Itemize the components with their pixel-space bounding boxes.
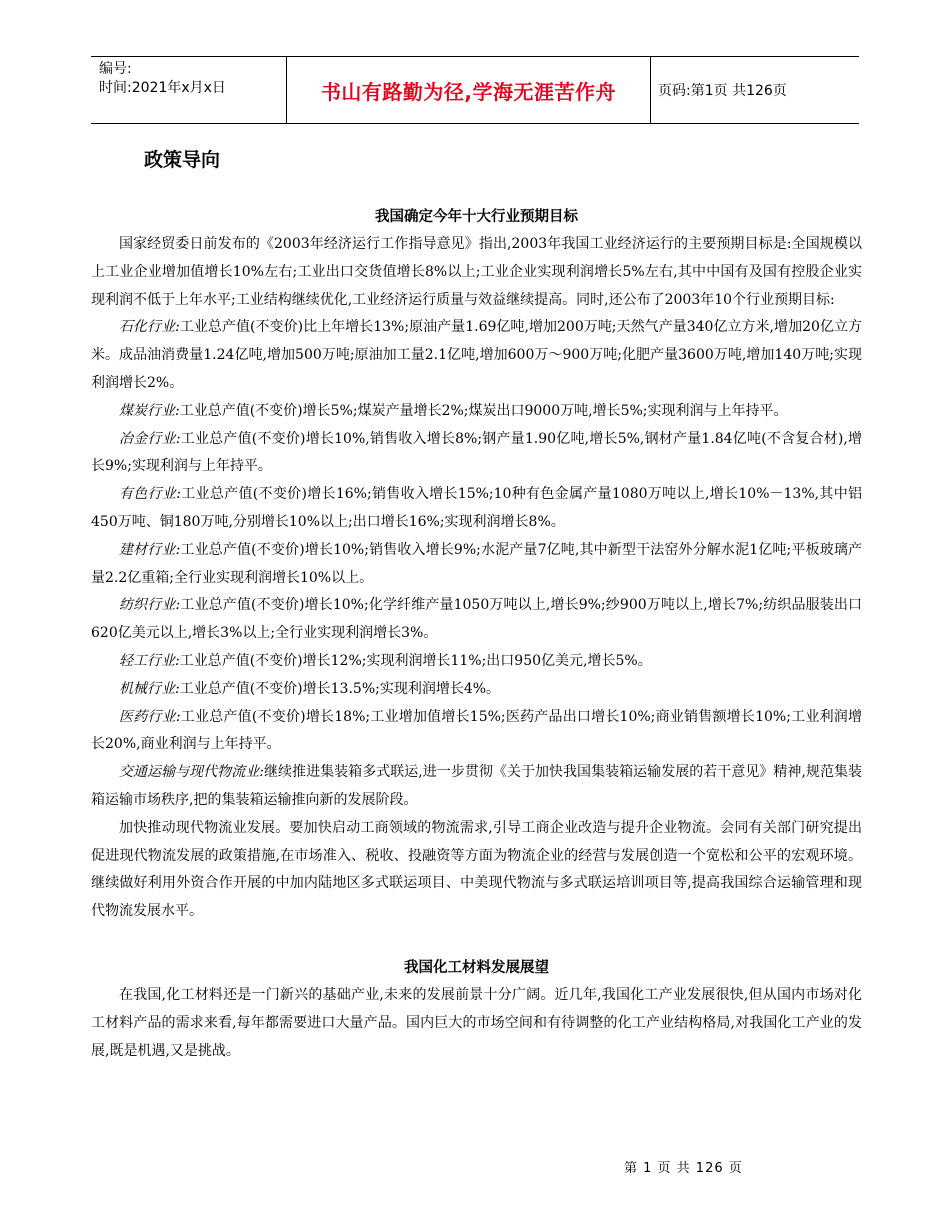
industry-text: 工业总产值(不变价)比上年增长13%;原油产量1.69亿吨,增加200万吨;天然气产量340亿立方米,增加20亿立方米。成品油消费量1.24亿吨,增加500万吨;原油加工量2.1亿吨,增加600万～900万吨;化肥产量3600万吨,增加140万吨;实现利润增长2%。 — [91, 319, 862, 391]
industry-name: 石化行业: — [119, 319, 180, 336]
industry-name: 医药行业: — [119, 708, 181, 725]
industry-paragraph — [91, 314, 862, 397]
serial-label: 编号: — [99, 61, 132, 77]
industry-name: 建材行业: — [119, 541, 181, 558]
industry-text: 工业总产值(不变价)增长10%;销售收入增长9%;水泥产量7亿吨,其中新型干法窑外分解水泥1亿吨;平板玻璃产量2.2亿重箱;全行业实现利润增长10%以上。 — [91, 541, 862, 586]
header-page-info: 页码:第1页 共126页 — [658, 83, 787, 99]
industry-name: 煤炭行业: — [119, 402, 180, 419]
industry-paragraph — [91, 704, 862, 760]
document-header — [91, 56, 859, 124]
industry-paragraph — [91, 676, 862, 704]
industry-text: 工业总产值(不变价)增长12%;实现利润增长11%;出口950亿美元,增长5%。 — [179, 652, 652, 669]
document-body — [91, 203, 862, 1065]
industry-paragraph — [91, 537, 862, 593]
page-footer: 第 1 页 共 126 页 — [624, 1161, 743, 1176]
industry-text: 工业总产值(不变价)增长16%;销售收入增长15%;10种有色金属产量1080万吨以上,增长10%－13%,其中铝450万吨、铜180万吨,分别增长10%以上;出口增长16%;实现利润增长8%。 — [91, 486, 862, 530]
header-meta — [99, 60, 285, 98]
industry-text: 工业总产值(不变价)增长10%;化学纤维产量1050万吨以上,增长9%;纱900万吨以上,增长7%;纺织品服装出口620亿美元以上,增长3%以上;全行业实现利润增长3%。 — [91, 597, 862, 642]
industry-name: 机械行业: — [119, 680, 180, 697]
header-divider — [650, 57, 651, 123]
industry-paragraph — [91, 398, 862, 426]
industry-text: 工业总产值(不变价)增长5%;煤炭产量增长2%;煤炭出口9000万吨,增长5%;实现利润与上年持平。 — [179, 402, 788, 419]
article-title: 我国确定今年十大行业预期目标 — [375, 209, 578, 225]
industry-paragraph — [91, 481, 862, 537]
industry-name: 轻工行业: — [119, 652, 180, 669]
industry-name: 冶金行业: — [119, 430, 181, 447]
industry-name: 有色行业: — [119, 486, 181, 503]
time-label: 时间:2021年x月x日 — [99, 80, 226, 96]
spacer — [91, 926, 862, 954]
industry-text: 工业总产值(不变价)增长18%;工业增加值增长15%;医药产品出口增长10%;商业销售额增长10%;工业利润增长20%,商业利润与上年持平。 — [91, 708, 862, 753]
header-motto: 书山有路勤为径,学海无涯苦作舟 — [320, 79, 617, 104]
article-paragraph: 在我国,化工材料还是一门新兴的基础产业,未来的发展前景十分广阔。近几年,我国化工产业发展很快,但从国内市场对化工材料产品的需求来看,每年都需要进口大量产品。国内巨大的市场空间和有待调整的化工产业结构格局,对我国化工产业的发展,既是机遇,又是挑战。 — [91, 986, 862, 1059]
industry-text: 继续推进集装箱多式联运,进一步贯彻《关于加快我国集装箱运输发展的若干意见》精神,规范集装箱运输市场秩序,把的集装箱运输推向新的发展阶段。 — [91, 764, 863, 808]
section-title: 政策导向 — [144, 149, 221, 171]
industry-paragraph — [91, 759, 862, 815]
article-paragraph: 加快推动现代物流业发展。要加快启动工商领域的物流需求,引导工商企业改造与提升企业物流。会同有关部门研究提出促进现代物流发展的政策措施,在市场准入、税收、投融资等方面为物流企业的经营与发展创造一个宽松和公平的宏观环境。继续做好利用外资合作开展的中加内陆地区多式联运项目、中美现代物流与多式联运培训项目等,提高我国综合运输管理和现代物流发展水平。 — [91, 819, 862, 920]
industry-text: 工业总产值(不变价)增长13.5%;实现利润增长4%。 — [179, 680, 501, 697]
article-title: 我国化工材料发展展望 — [404, 959, 549, 976]
industry-paragraph — [91, 426, 862, 482]
industry-name: 纺织行业: — [119, 597, 181, 614]
industry-text: 工业总产值(不变价)增长10%,销售收入增长8%;钢产量1.90亿吨,增长5%,钢材产量1.84亿吨(不含复合材),增长9%;实现利润与上年持平。 — [91, 430, 863, 475]
industry-paragraph — [91, 648, 862, 676]
article-paragraph: 国家经贸委日前发布的《2003年经济运行工作指导意见》指出,2003年我国工业经济运行的主要预期目标是:全国规模以上工业企业增加值增长10%左右;工业出口交货值增长8%以上;工业企业实现利润增长5%左右,其中中国有及国有控股企业实现利润不低于上年水平;工业结构继续优化,工业经济运行质量与效益继续提高。同时,还公布了2003年10个行业预期目标: — [91, 236, 862, 308]
industry-name: 交通运输与现代物流业: — [119, 764, 264, 781]
industry-paragraph — [91, 592, 862, 648]
